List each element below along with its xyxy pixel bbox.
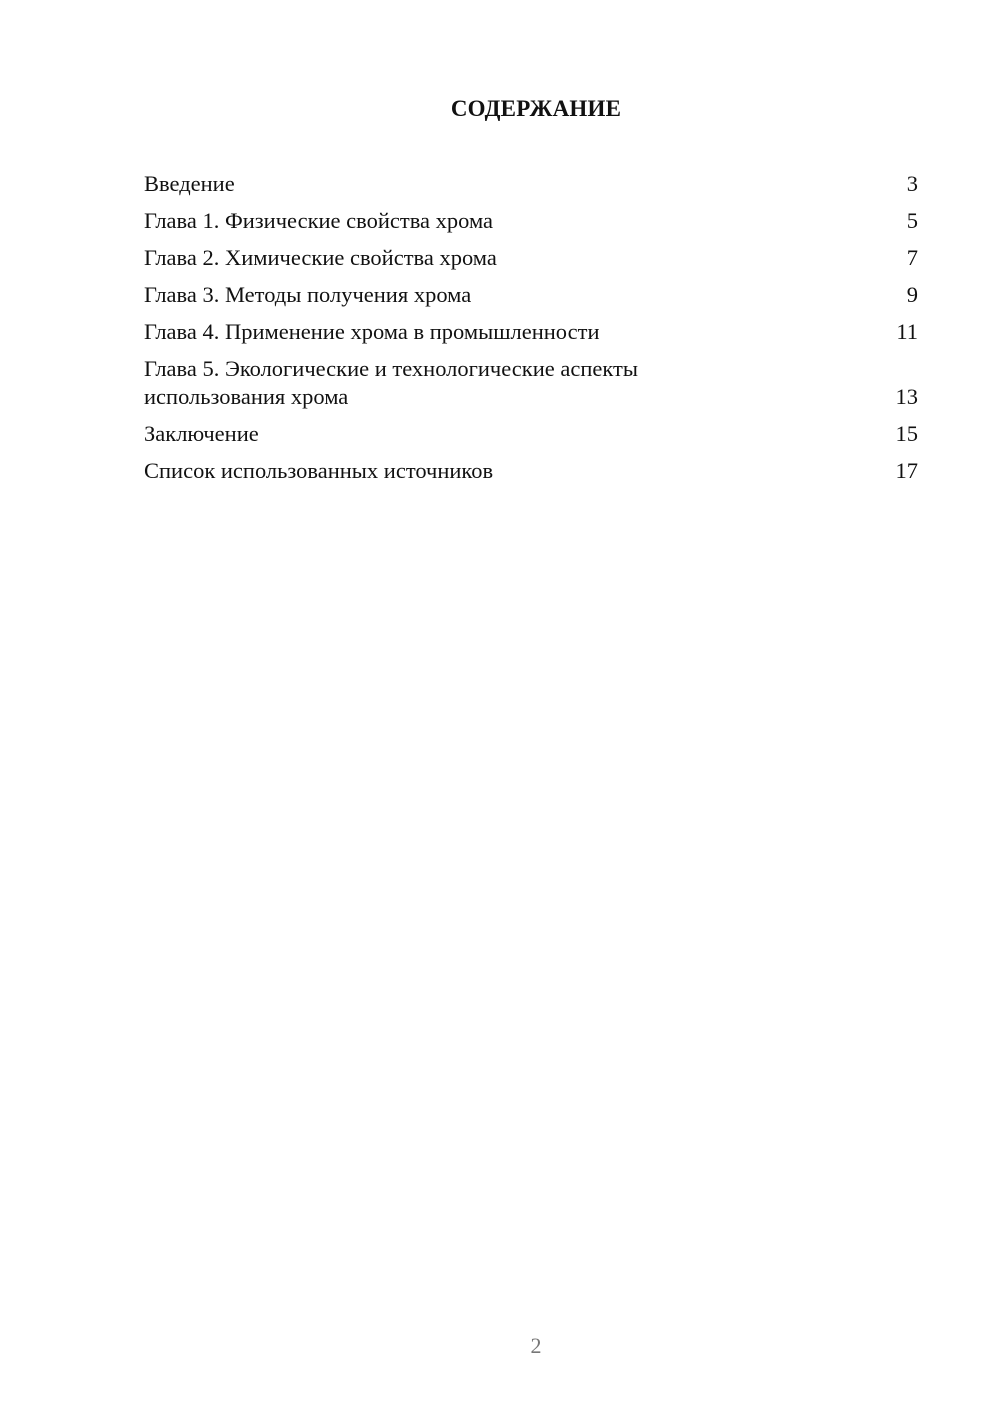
toc-entry-label: Глава 3. Методы получения хрома [144, 282, 472, 307]
toc-entry-page: 5 [906, 208, 918, 233]
toc-entry-page: 11 [896, 319, 918, 344]
toc-entry-label: Введение [144, 171, 235, 196]
toc-entry-page: 3 [906, 171, 918, 196]
toc-entry-introduction [144, 170, 918, 198]
toc-title: СОДЕРЖАНИЕ [450, 96, 622, 121]
toc-entry-label: Список использованных источников [144, 458, 494, 483]
page-number: 2 [530, 1333, 542, 1358]
toc-entry-label: Заключение [144, 421, 259, 446]
toc-entry-chapter-1 [144, 207, 918, 235]
toc-entry-label: Глава 4. Применение хрома в промышленности [144, 319, 600, 344]
toc-entry-label: Глава 2. Химические свойства хрома [144, 245, 497, 270]
toc-entry-chapter-5 [144, 355, 918, 411]
toc-entry-chapter-3 [144, 281, 918, 309]
toc-entry-chapter-2 [144, 244, 918, 272]
toc-entry-page: 17 [895, 458, 918, 483]
toc-entry-chapter-4 [144, 318, 918, 346]
toc-entry-label: Глава 5. Экологические и технологические аспекты использования хрома [144, 356, 638, 409]
toc-entry-page: 15 [895, 421, 918, 446]
toc-entry-page: 9 [906, 282, 918, 307]
toc-entry-conclusion [144, 420, 918, 448]
toc-entry-label: Глава 1. Физические свойства хрома [144, 208, 494, 233]
table-of-contents [144, 170, 918, 494]
toc-entry-references [144, 457, 918, 485]
toc-entry-page: 7 [906, 245, 918, 270]
toc-entry-page: 13 [895, 384, 918, 409]
